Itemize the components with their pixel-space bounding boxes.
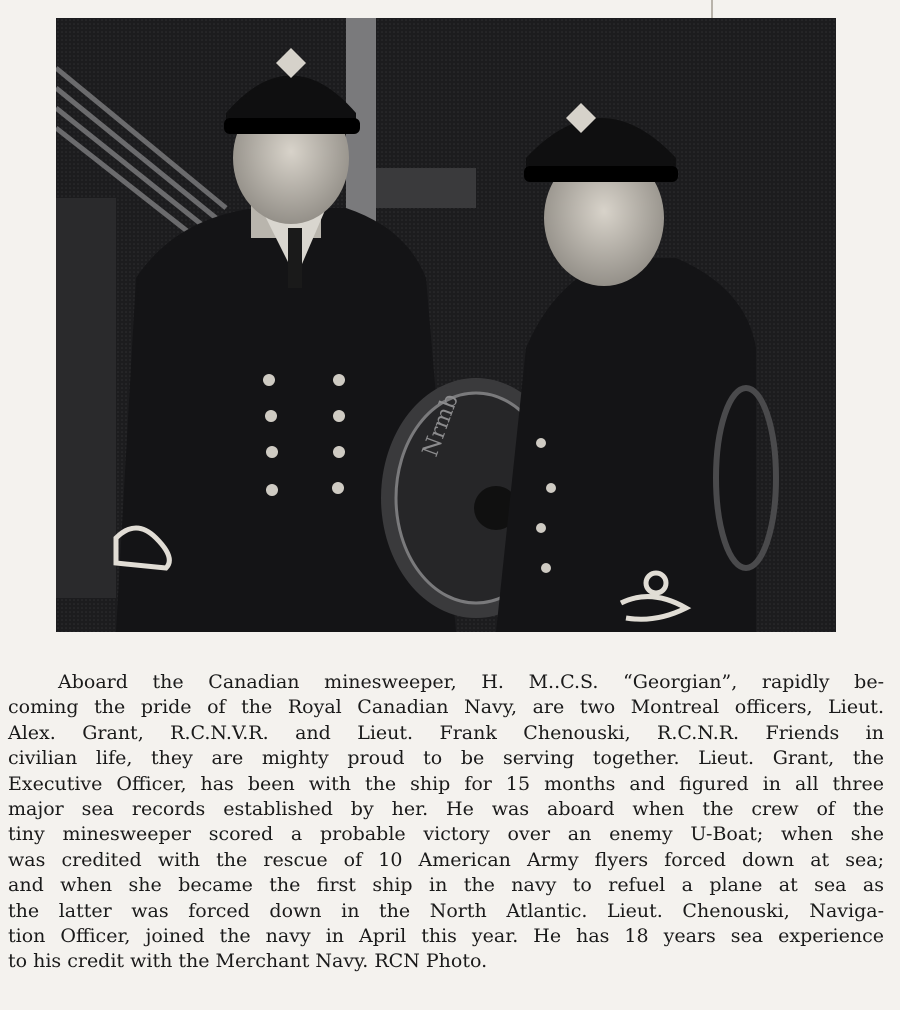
photo-illustration: [56, 18, 836, 632]
caption-line: and when she became the first ship in the navy to refuel a plane at sea as: [8, 874, 884, 897]
caption-line: the latter was forced down in the North Atlantic. Lieut. Chenouski, Naviga-: [8, 899, 884, 922]
caption-line: coming the pride of the Royal Canadian Navy, are two Montreal officers, Lieut.: [8, 696, 884, 719]
caption-line: was credited with the rescue of 10 American Army flyers forced down at sea;: [8, 848, 884, 871]
caption-line: civilian life, they are mighty proud to be serving together. Lieut. Grant, the: [8, 747, 884, 770]
officers-photograph: [56, 18, 836, 632]
caption-line: tion Officer, joined the navy in April this year. He has 18 years sea experience: [8, 925, 884, 948]
caption-line: Alex. Grant, R.C.N.V.R. and Lieut. Frank Chenouski, R.C.N.R. Friends in: [8, 721, 884, 744]
caption-line: Executive Officer, has been with the ship for 15 months and figured in all three: [8, 772, 884, 795]
caption-line: tiny minesweeper scored a probable victory over an enemy U-Boat; when she: [8, 823, 884, 846]
caption-line: major sea records established by her. He was aboard when the crew of the: [8, 798, 884, 821]
caption-line: Aboard the Canadian minesweeper, H. M..C.S. “Georgian”, rapidly be-: [58, 671, 884, 693]
telegraph-lettering: Nrmb: [418, 390, 464, 461]
photo-caption: [8, 670, 884, 975]
caption-line: to his credit with the Merchant Navy. RCN Photo.: [8, 950, 488, 973]
